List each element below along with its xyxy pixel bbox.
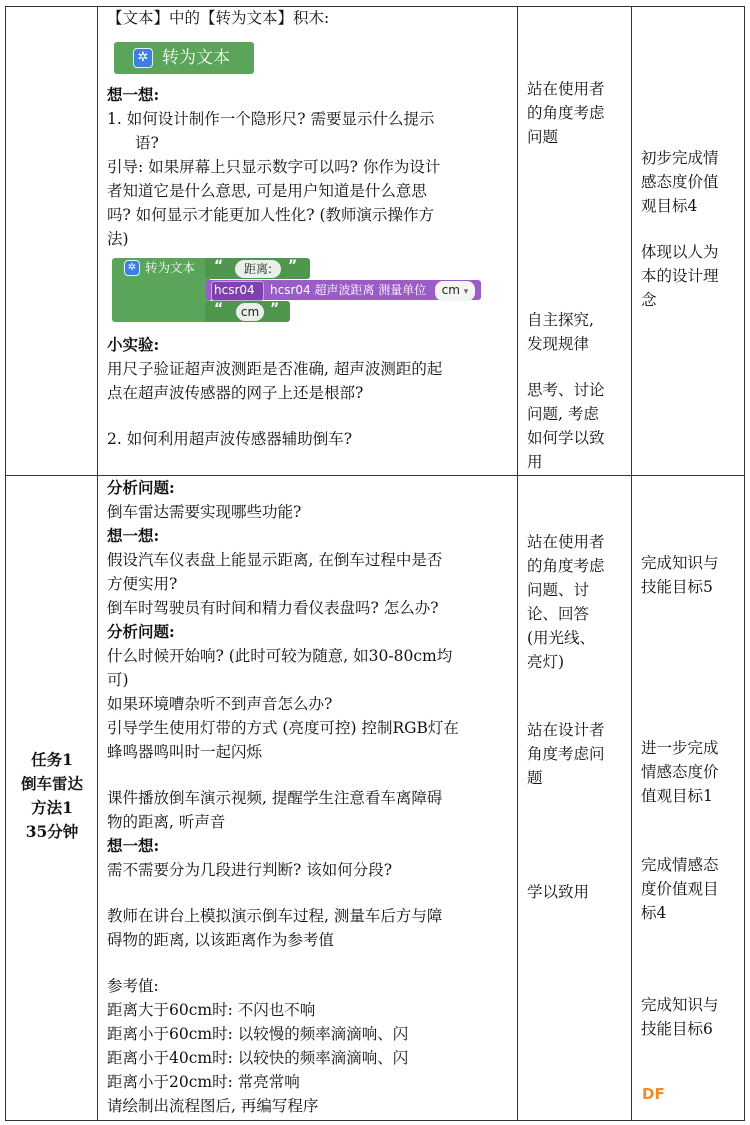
quote-open-icon: “ [214,258,224,274]
content-line: 教师在讲台上模拟演示倒车过程, 测量车后方与障 [107,907,443,925]
method-line: (用光线、 [527,629,596,647]
question-1: 1. 如何设计制作一个隐形尺? 需要显示什么提示 [107,110,435,128]
quote-open-icon: “ [214,301,224,317]
sensor-name: hcsr04 [214,283,255,297]
method-line: 如何学以致 [527,429,605,447]
col-border-right [744,6,745,1121]
content-line: 引导学生使用灯带的方式 (亮度可控) 控制RGB灯在 [107,719,459,737]
method-line: 站在使用者 [527,533,605,551]
task-title: 倒车雷达 [20,774,83,793]
task-title: 任务1 [31,750,73,769]
goal-line: 完成情感态 [641,856,719,874]
method-line: 自主探究, [527,311,594,329]
task-title: 方法1 [31,798,73,817]
goal-line: 度价值观目 [641,880,719,898]
quote-close-icon: ” [288,258,298,274]
content-line: 可) [107,671,129,689]
content-line: 参考值: [107,977,159,995]
goal-line: 情感态度价 [641,763,719,781]
content-heading: 想一想: [107,836,160,855]
method-line: 站在设计者 [527,721,605,739]
guide-line-2: 者知道它是什么意思, 可是用户知道是什么意思 [107,182,427,200]
content-line: 距离小于20cm时: 常亮常响 [107,1073,300,1091]
content-line: 如果环境嘈杂听不到声音怎么办? [107,695,333,713]
method-line: 用 [527,453,543,471]
think-heading: 想一想: [107,85,160,104]
method-line: 发现规律 [527,335,590,353]
unit-value: cm [441,283,460,297]
method-line: 亮灯) [527,653,565,671]
content-line: 碍物的距离, 以该距离作为参考值 [107,931,334,949]
table-border-bottom [5,1120,745,1121]
content-line: 需不需要分为几段进行判断? 该如何分段? [107,861,393,879]
content-line: 倒车时驾驶员有时间和精力看仪表盘吗? 怎么办? [107,599,439,617]
method-line: 问题, 考虑 [527,405,599,423]
goal-line: 完成知识与 [641,996,719,1014]
text-distance-label: 距离: [235,260,281,278]
text-cm-label: cm [236,303,264,321]
guide-line-4: 法) [107,230,129,248]
method-line: 的角度考虑 [527,557,605,575]
content-line: 距离小于60cm时: 以较慢的频率滴滴响、闪 [107,1025,409,1043]
goal-line: 感态度价值 [641,173,719,191]
goal-line: 技能目标6 [641,1020,713,1038]
content-line: 方便实用? [107,575,178,593]
goal-line: 标4 [641,904,667,922]
col-divider-3 [631,6,632,1121]
goal-line: 进一步完成 [641,739,719,757]
method-line: 论、回答 [527,605,590,623]
content-line: 请绘制出流程图后, 再编写程序 [107,1097,319,1115]
col-divider-1 [97,6,98,1121]
content-line: 蜂鸣器鸣叫时一起闪烁 [107,743,263,761]
goal-line: 技能目标5 [641,578,713,596]
method-line: 的角度考虑 [527,104,605,122]
to-text-block-label: 转为文本 [162,48,230,68]
goal-line: 念 [641,291,657,309]
chevron-down-icon: ▾ [463,287,469,297]
goal-line: 初步完成情 [641,149,719,167]
question-1-cont: 语? [135,134,159,152]
df-watermark: DF [642,1085,665,1103]
content-heading: 想一想: [107,526,160,545]
method-line: 问题 [527,128,559,146]
experiment-heading: 小实验: [107,335,160,354]
content-heading: 分析问题: [107,478,175,497]
gear-icon: ✲ [124,260,140,276]
task-duration: 35分钟 [25,822,79,841]
content-line: 假设汽车仪表盘上能显示距离, 在倒车过程中是否 [107,551,443,569]
content-line: 距离大于60cm时: 不闪也不响 [107,1001,316,1019]
block2-label: 转为文本 [145,260,196,275]
goal-line: 值观目标1 [641,787,713,805]
gear-icon: ✲ [133,48,153,68]
content-line: 倒车雷达需要实现哪些功能? [107,503,302,521]
row1-intro: 【文本】中的【转为文本】积木: [107,9,330,27]
experiment-line-2: 点在超声波传感器的网子上还是根部? [107,384,364,402]
guide-line-1: 引导: 如果屏幕上只显示数字可以吗? 你作为设计 [107,158,441,176]
unit-dropdown[interactable] [435,281,475,301]
content-line: 课件播放倒车演示视频, 提醒学生注意看车离障碍 [107,789,443,807]
method-line: 思考、讨论 [527,381,605,399]
method-line: 站在使用者 [527,80,605,98]
content-line: 距离小于40cm时: 以较快的频率滴滴响、闪 [107,1049,409,1067]
method-line: 学以致用 [527,883,590,901]
goal-line: 本的设计理 [641,267,719,285]
method-line: 角度考虑问 [527,745,605,763]
content-heading: 分析问题: [107,622,175,641]
goal-line: 观目标4 [641,197,698,215]
method-line: 问题、讨 [527,581,590,599]
method-line: 题 [527,769,543,787]
goal-line: 完成知识与 [641,554,719,572]
guide-line-3: 吗? 如何显示才能更加人性化? (教师演示操作方 [107,206,435,224]
experiment-line-1: 用尺子验证超声波测距是否准确, 超声波测距的起 [107,360,443,378]
content-line: 物的距离, 听声音 [107,813,226,831]
col-divider-2 [517,6,518,1121]
col-border-left [5,6,6,1121]
goal-line: 体现以人为 [641,243,719,261]
content-line: 什么时候开始响? (此时可较为随意, 如30-80cm均 [107,647,453,665]
sensor-description: hcsr04 超声波距离 测量单位 [270,283,427,297]
question-2: 2. 如何利用超声波传感器辅助倒车? [107,430,353,448]
quote-close-icon: ” [270,301,280,317]
